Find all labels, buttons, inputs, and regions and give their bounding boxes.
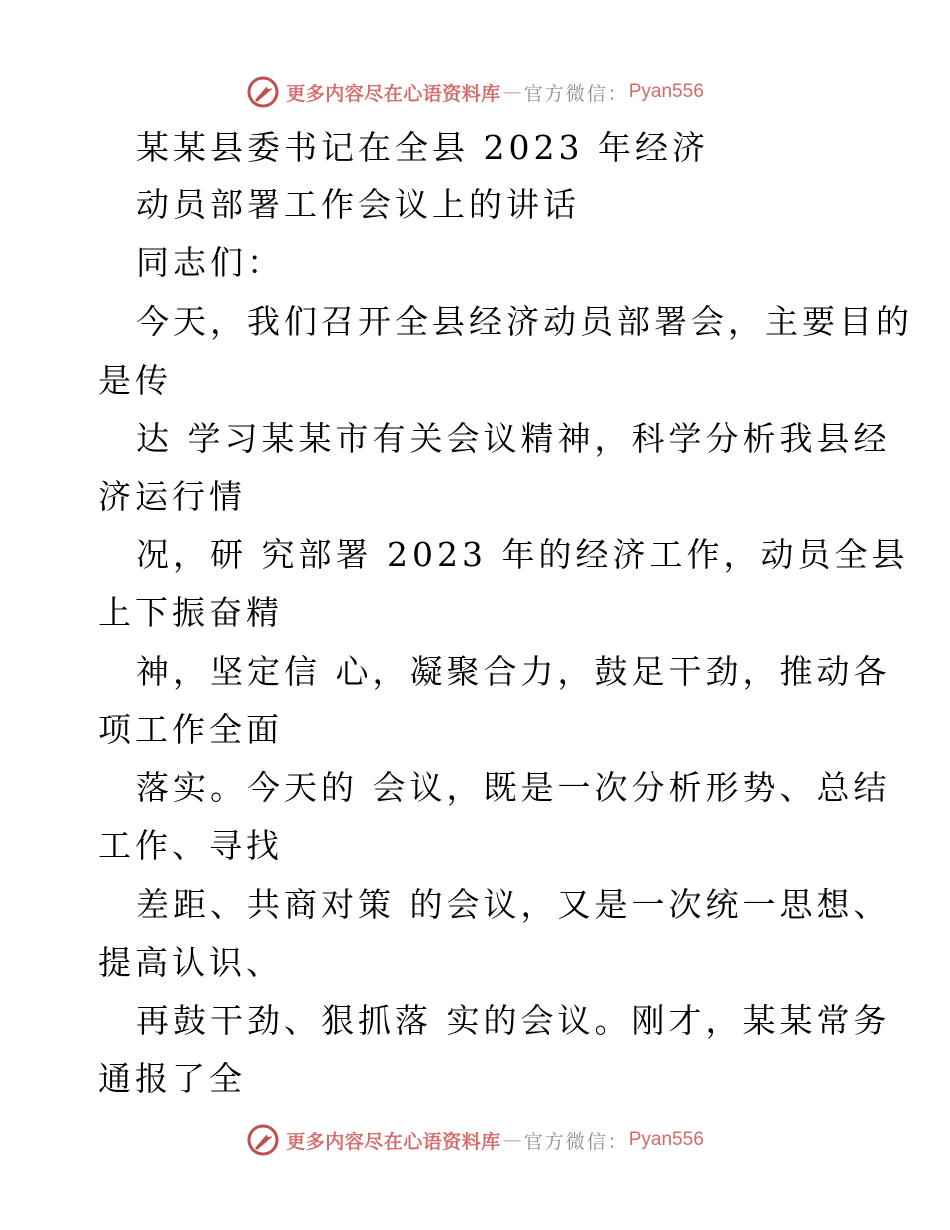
- body-line: 况，研 究部署 2023 年的经济工作，动员全县: [136, 535, 909, 574]
- banner-wechat-label: 官方微信：: [523, 1130, 629, 1153]
- body-line: 是传: [98, 361, 172, 400]
- body-line: 落实。今天的 会议，既是一次分析形势、总结: [136, 768, 891, 807]
- salutation: 同志们：: [136, 243, 284, 282]
- body-line: 通报了全: [98, 1059, 246, 1098]
- body-line: 项工作全面: [98, 710, 283, 749]
- document-title-line-1: 某某县委书记在全县 2023 年经济: [136, 128, 709, 167]
- banner-separator: —: [502, 1129, 522, 1151]
- body-line: 达 学习某某市有关会议精神，科学分析我县经: [136, 419, 891, 458]
- banner-main-text: 更多内容尽在心语资料库: [286, 82, 501, 105]
- pen-nib-logo-icon: [246, 1123, 280, 1157]
- banner-wechat-label: 官方微信：: [523, 82, 629, 105]
- body-line: 神，坚定信 心，凝聚合力，鼓足干劲，推动各: [136, 652, 891, 691]
- banner-wechat-id: Pyan556: [628, 1129, 704, 1150]
- body-line: 济运行情: [98, 477, 246, 516]
- document-title-line-2: 动员部署工作会议上的讲话: [136, 185, 580, 224]
- body-line: 工作、寻找: [98, 826, 283, 865]
- banner-separator: —: [502, 81, 522, 103]
- body-line: 差距、共商对策 的会议，又是一次统一思想、: [136, 885, 891, 924]
- footer-watermark-banner: [0, 1120, 950, 1160]
- banner-wechat-id: Pyan556: [628, 81, 704, 102]
- body-line: 再鼓干劲、狠抓落 实的会议。刚才，某某常务: [136, 1001, 891, 1040]
- body-line: 提高认识、: [98, 943, 283, 982]
- pen-nib-logo-icon: [246, 75, 280, 109]
- body-line: 上下振奋精: [98, 593, 283, 632]
- header-watermark-banner: [0, 72, 950, 112]
- body-line: 今天，我们召开全县经济动员部署会，主要目的: [136, 302, 913, 341]
- banner-main-text: 更多内容尽在心语资料库: [286, 1130, 501, 1153]
